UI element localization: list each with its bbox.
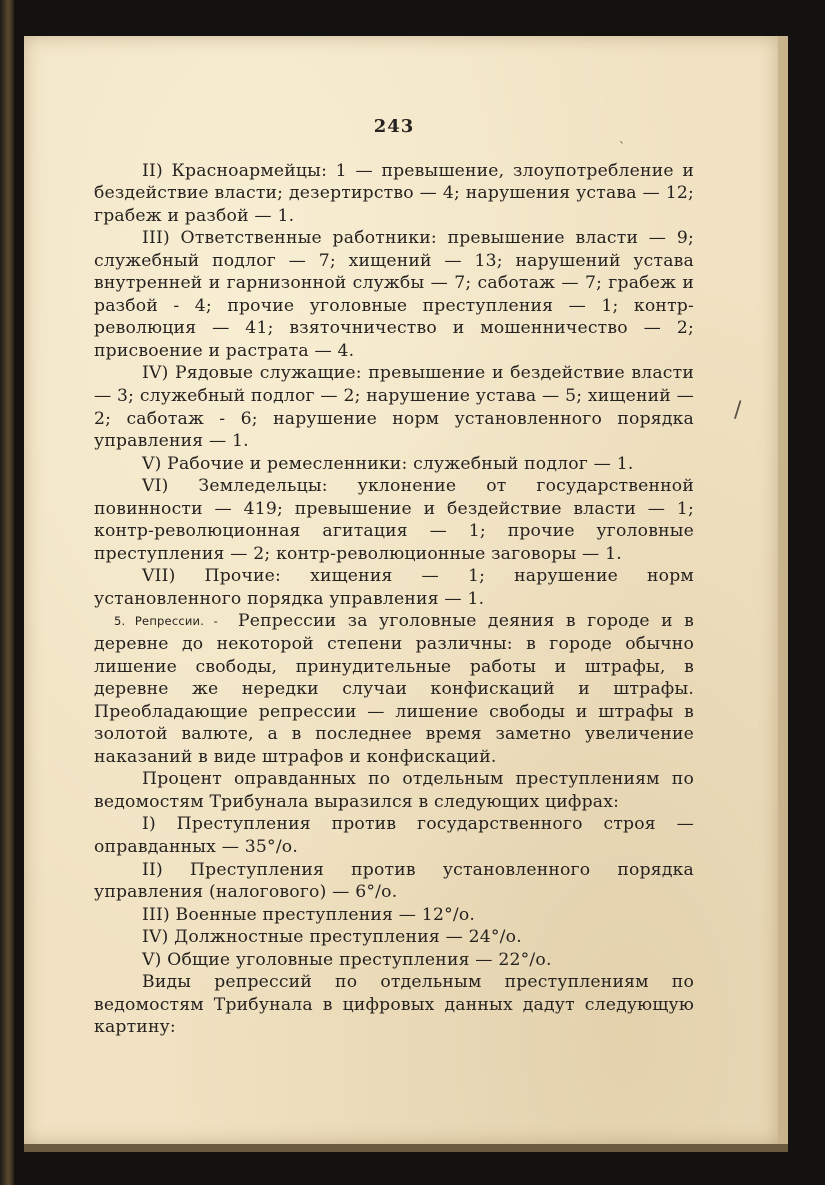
paragraph: IV) Должностные преступления — 24°/о.	[142, 927, 522, 948]
section-paragraph	[94, 610, 694, 768]
paragraph: I) Преступления против государственного строя — оправданных — 35°/о.	[94, 814, 694, 857]
paragraph: IV) Рядовые служащие: превышение и бездействие власти — 3; служебный подлог — 2; нарушение устава — 5; хищений — 2; саботаж - 6; нарушение норм установленного порядка управления — 1.	[94, 363, 694, 452]
section-body: Репрессии за уголовные деяния в городе и в деревне до некоторой степени различны: в городе обычно лишение свободы, принудительные работы и штрафы, в деревне же нередки случаи конфискаций и штрафы. Преобладающие репрессии — лишение свободы и штрафы в золотой валюте, а в последнее время заметно увеличение наказаний в виде штрафов и конфискаций.	[94, 611, 694, 767]
paragraph: Виды репрессий по отдельным преступлениям по ведомостям Трибунала в цифровых данных дадут следующую картину:	[94, 972, 694, 1038]
paragraph: II) Преступления против установленного порядка управления (налогового) — 6°/о.	[94, 859, 694, 903]
paragraph: VI) Земледельцы: уклонение от государственной повинности — 419; превышение и бездействие власти — 1; контр-революционная агитация — 1; прочие уголовные преступления — 2; контр-революционные заговоры — 1.	[94, 476, 694, 564]
page-text	[94, 116, 694, 1039]
section-marginal-heading: 5. Репрессии. -	[114, 614, 218, 629]
paragraph: Процент оправданных по отдельным преступлениям по ведомостям Трибунала выразился в следующих цифрах:	[94, 769, 694, 812]
margin-mark: ˋ	[619, 140, 625, 154]
margin-mark: /	[734, 398, 742, 423]
previous-page-edge	[0, 0, 14, 1185]
paragraph: V) Рабочие и ремесленники: служебный подлог — 1.	[142, 453, 634, 474]
paragraph: II) Красноармейцы: 1 — превышение, злоупотребление и бездействие власти; дезертирство — 4; нарушения устава — 12; грабеж и разбой — 1.	[94, 160, 694, 226]
paragraph: VII) Прочие: хищения — 1; нарушение норм установленного порядка управления — 1.	[94, 566, 694, 609]
paragraph: III) Ответственные работники: превышение власти — 9; служебный подлог — 7; хищений — 13; нарушений устава внутренней и гарнизонной службы — 7; саботаж — 7; грабеж и разбой - 4; прочие уголовные преступления — 1; контр-революция — 41; взяточничество и мошенничество — 2; присвоение и растрата — 4.	[94, 228, 694, 361]
page-right-edge	[778, 36, 788, 1144]
page-bottom-edge	[24, 1144, 788, 1152]
paragraph: III) Военные преступления — 12°/о.	[142, 904, 476, 925]
paragraph: V) Общие уголовные преступления — 22°/о.	[142, 949, 552, 970]
page-number: 243	[373, 116, 415, 137]
